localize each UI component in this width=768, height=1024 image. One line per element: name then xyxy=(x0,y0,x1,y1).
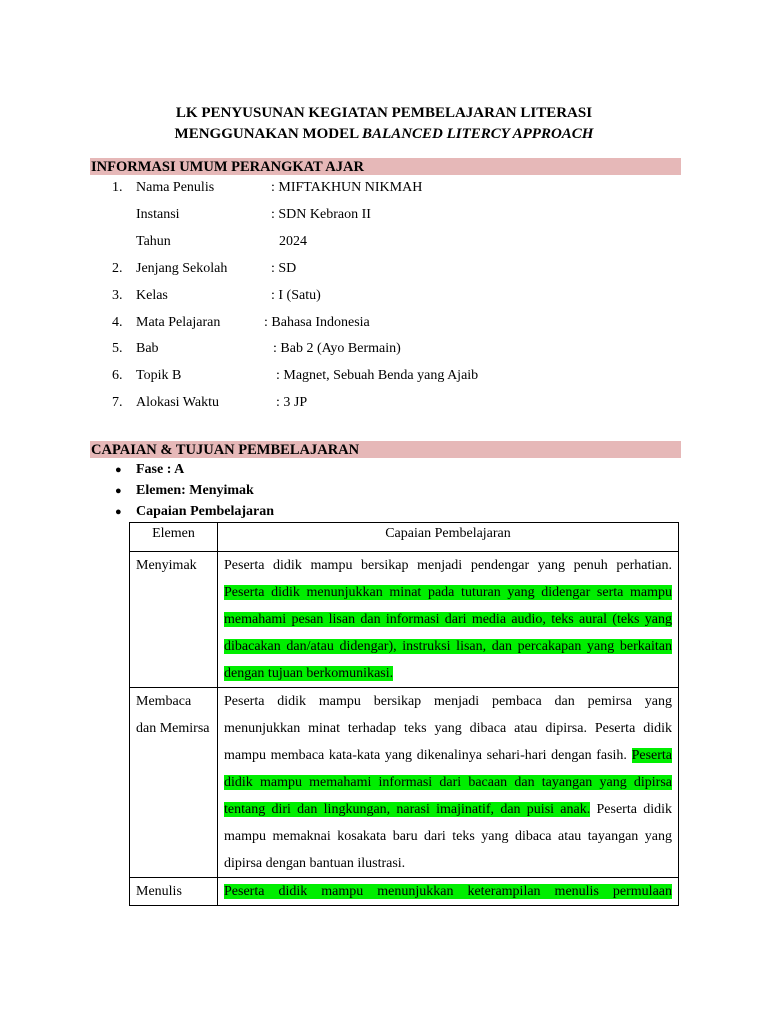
info-value: 2024 xyxy=(279,234,307,249)
info-value: : Bab 2 (Ayo Bermain) xyxy=(273,341,401,356)
section-heading-informasi: INFORMASI UMUM PERANGKAT AJAR xyxy=(90,158,681,175)
header-capaian: Capaian Pembelajaran xyxy=(218,523,679,552)
section-heading-capaian: CAPAIAN & TUJUAN PEMBELAJARAN xyxy=(90,441,681,458)
row-capaian xyxy=(218,878,679,906)
bullet-icon: ● xyxy=(115,485,122,497)
info-label: Jenjang Sekolah xyxy=(136,261,228,276)
info-number: 7. xyxy=(112,395,123,410)
capaian-table xyxy=(129,522,679,906)
table-row xyxy=(130,688,679,878)
row-elemen: Menulis xyxy=(130,878,218,906)
bullet-icon: ● xyxy=(115,464,122,476)
info-label: Kelas xyxy=(136,288,168,303)
capaian-after: Peserta didik mampu memaknai kosakata baru dari teks yang dibaca atau tayangan yang dipirsa dengan bantuan ilustrasi. xyxy=(224,802,672,871)
row-capaian xyxy=(218,552,679,688)
info-number: 3. xyxy=(112,288,123,303)
info-label: Instansi xyxy=(136,207,180,222)
info-value: : I (Satu) xyxy=(271,288,321,303)
bullet-icon: ● xyxy=(115,506,122,518)
info-value: : MIFTAKHUN NIKMAH xyxy=(271,180,423,195)
info-number: 2. xyxy=(112,261,123,276)
info-value: : 3 JP xyxy=(276,395,308,410)
table-row xyxy=(130,552,679,688)
info-value: : SDN Kebraon II xyxy=(271,207,371,222)
document-title-line1: LK PENYUSUNAN KEGIATAN PEMBELAJARAN LITERASI xyxy=(175,105,593,121)
title-model-name: BALANCED LITERCY APPROACH xyxy=(362,126,594,142)
bullet-text: Fase : A xyxy=(136,462,185,477)
capaian-highlight: Peserta didik mampu menunjukkan keterampilan menulis permulaan xyxy=(224,884,672,899)
info-number: 5. xyxy=(112,341,123,356)
row-capaian xyxy=(218,688,679,878)
row-elemen: Menyimak xyxy=(130,552,218,688)
info-value: : Bahasa Indonesia xyxy=(264,315,370,330)
bullet-text: Capaian Pembelajaran xyxy=(136,504,275,519)
info-number: 4. xyxy=(112,315,123,330)
capaian-highlight: Peserta didik mampu memahami informasi dari bacaan dan tayangan yang dipirsa tentang diri dan lingkungan, narasi imajinatif, dan puisi anak. xyxy=(224,748,672,817)
capaian-plain: Peserta didik mampu bersikap menjadi pendengar yang penuh perhatian. xyxy=(224,558,672,573)
capaian-plain: Peserta didik mampu bersikap menjadi pembaca dan pemirsa yang menunjukkan minat terhadap teks yang dibaca atau dipirsa. Peserta didik mampu membaca kata-kata yang dikenalinya sehari-hari dengan fasih. xyxy=(224,694,672,763)
table-header-row xyxy=(130,523,679,552)
capaian-highlight: Peserta didik menunjukkan minat pada tuturan yang didengar serta mampu memahami pesan lisan dan informasi dari media audio, teks aural (teks yang dibacakan dan/atau didengar), instruksi lisan, dan percakapan yang berkaitan dengan tujuan berkomunikasi. xyxy=(224,585,672,681)
info-label: Alokasi Waktu xyxy=(136,395,219,410)
row-elemen: Membaca dan Memirsa xyxy=(130,688,218,878)
info-label: Bab xyxy=(136,341,159,356)
info-value: : Magnet, Sebuah Benda yang Ajaib xyxy=(276,368,479,383)
info-number: 1. xyxy=(112,180,123,195)
info-number: 6. xyxy=(112,368,123,383)
info-label: Topik B xyxy=(136,368,182,383)
document-title-line2 xyxy=(0,126,768,143)
info-label: Nama Penulis xyxy=(136,180,215,195)
info-label: Tahun xyxy=(136,234,171,249)
bullet-text: Elemen: Menyimak xyxy=(136,483,254,498)
info-label: Mata Pelajaran xyxy=(136,315,221,330)
table-row xyxy=(130,878,679,906)
title-prefix: MENGGUNAKAN MODEL xyxy=(174,126,363,142)
header-elemen: Elemen xyxy=(130,523,218,552)
info-value: : SD xyxy=(271,261,297,276)
